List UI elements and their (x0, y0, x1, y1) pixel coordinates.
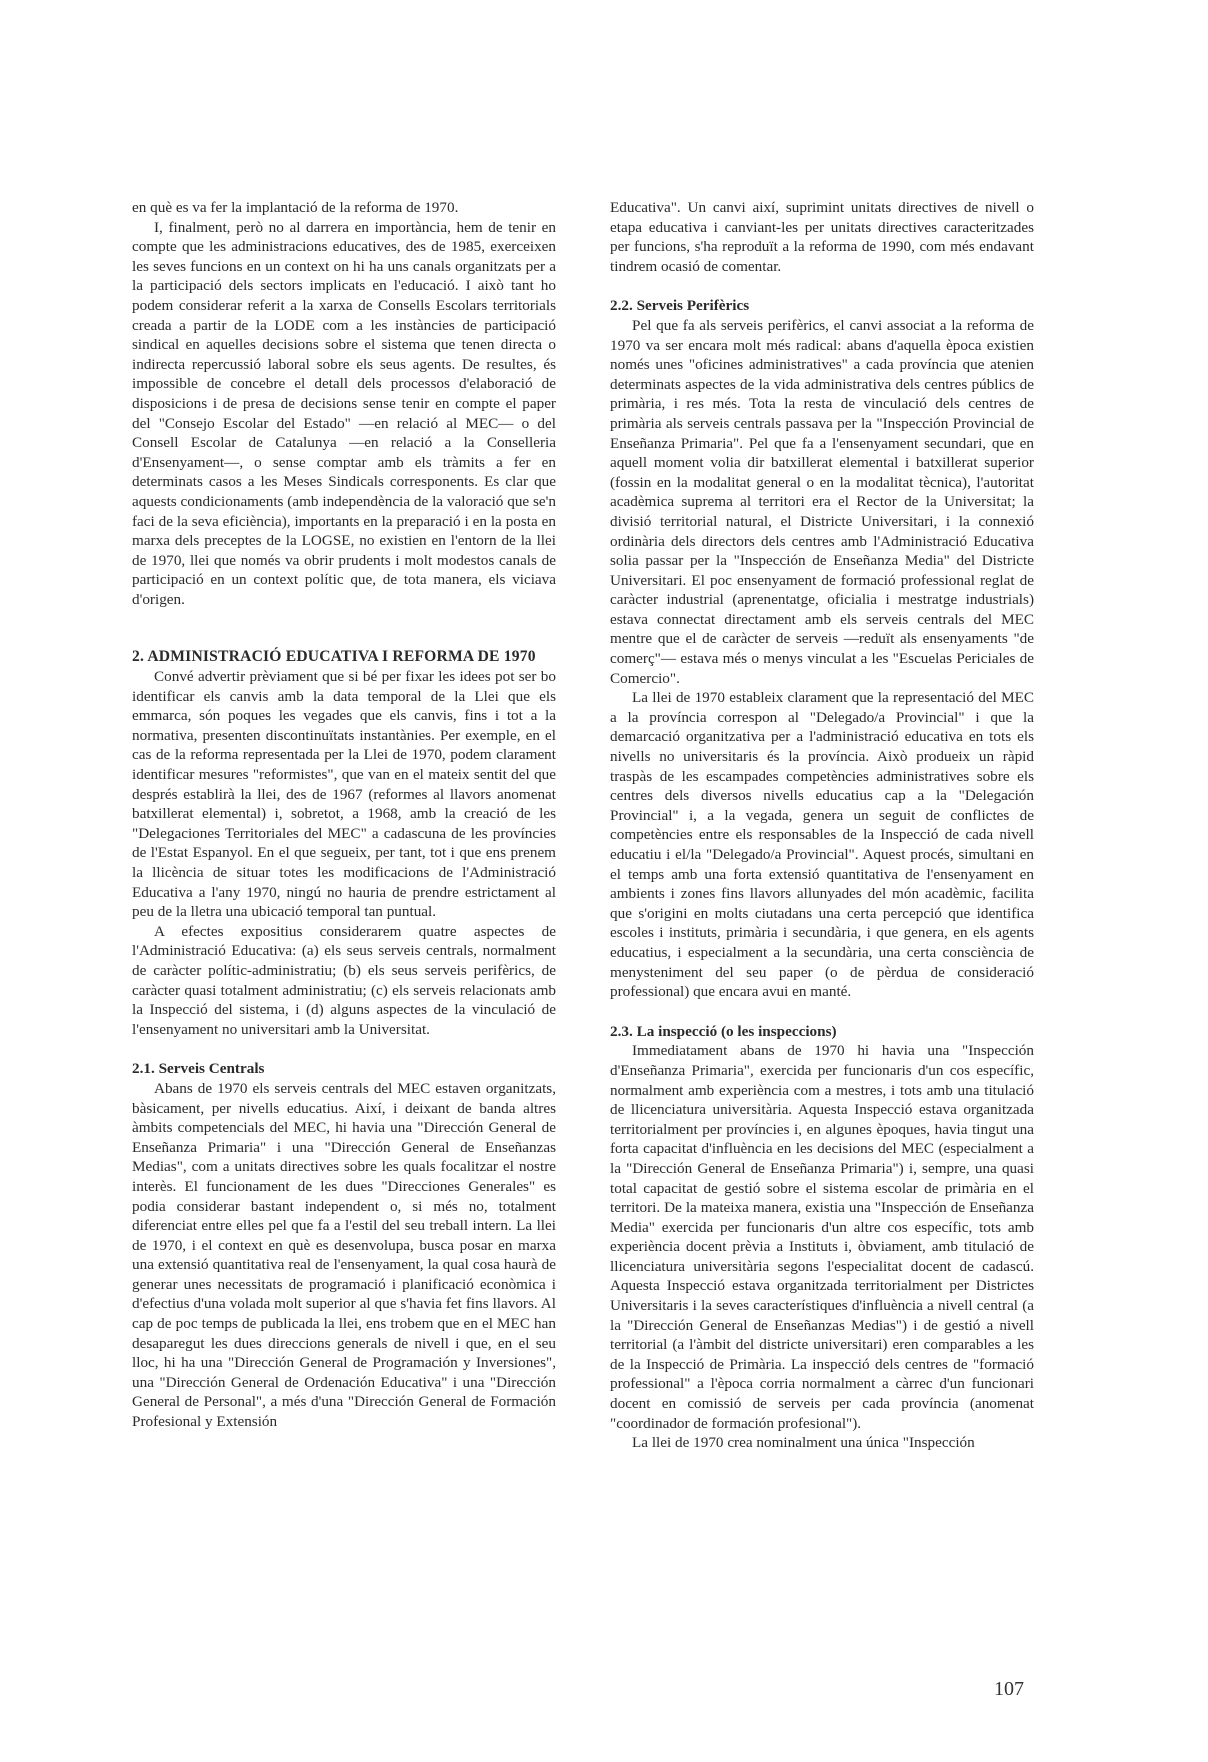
paragraph: La llei de 1970 crea nominalment una única "Inspección (632, 1434, 975, 1452)
paragraph: Convé advertir prèviament que si bé per fixar les idees pot ser bo identificar els canvis amb la data temporal de la Llei que els emmarca, són poques les vegades que els canvis, fins i tot a la normativa, presenten discontinuïtats instantànies. Per exemple, en el cas de la reforma representada per la Llei de 1970, podem clarament identificar mesures "reformistes", que van en el mateix sentit del que després establirà la llei, des de 1967 (reformes al llavors anomenat batxillerat elemental) i, sobretot, a 1968, amb la creació de les "Delegaciones Territoriales del MEC" a cadascuna de les províncies de l'Estat Espanyol. En el que segueix, per tant, tot i que ens prenem la llicència de situar totes les modificacions de l'Administració Educativa a l'any 1970, ningú no hauria de prendre estrictament al peu de la lletra una ubicació temporal tan puntual. (132, 668, 556, 921)
page-number: 107 (994, 1678, 1024, 1700)
paragraph: La llei de 1970 estableix clarament que la representació del MEC a la província correspon al "Delegado/a Provincial" i que la demarcació organitzativa per a l'administració educativa en tots els nivells no universitaris és la província. Això produeix un ràpid traspàs de les escampades competències administratives sobre els centres dels diversos nivells educatius cap a la "Delegación Provincial" i, a la vegada, genera un seguit de conflictes de competències entre els responsables de la Inspecció de cada nivell educatiu i el/la "Delegado/a Provincial". Aquest procés, simultani en el temps amb una forta extensió quantitativa de l'ensenyament en ambients i zones fins llavors allunyades del món acadèmic, facilita que s'origini en molts ciutadans una certa percepció que identifica escoles i instituts, primària i secundària, i que genera, en els agents educatius, i especialment a la secundària, una certa consciència de menysteniment del seu paper (o de pèrdua de consideració professional) que encara avui en manté. (610, 689, 1034, 1001)
paragraph: I, finalment, però no al darrera en importància, hem de tenir en compte que les administracions educatives, des de 1985, exerceixen les seves funcions en un context on hi ha uns canals organitzats per a la participació dels sectors implicats en l'educació. I això tant ho podem considerar referit a la xarxa de Consells Escolars territorials creada a partir de la LODE com a les instàncies de participació sindical en aquelles decisions sobre el sistema que tenen directa o indirecta repercussió laboral sobre els seus agents. De resultes, és impossible de concebre el detall dels processos d'elaboració de disposicions i de presa de decisions sense tenir en compte el paper del "Consejo Escolar del Estado" —en relació al MEC— o del Consell Escolar de Catalunya —en relació a la Conselleria d'Ensenyament—, o sense comptar amb els tràmits a fer en determinats casos a les Meses Sindicals corresponents. Es clar que aquests condicionaments (amb independència de la valoració que se'n faci de la seva eficiència), importants en la preparació i en la posta en marxa dels preceptes de la LOGSE, no existien en l'entorn de la llei de 1970, llei que només va obrir prudents i molt modestos canals de participació en un context polític que, de tota manera, els viciava d'origen. (132, 218, 556, 608)
subsection-heading-2-1: 2.1. Serveis Centrals (132, 1060, 265, 1078)
paragraph: Abans de 1970 els serveis centrals del MEC estaven organitzats, bàsicament, per nivells educatius. Així, i deixant de banda altres àmbits competencials del MEC, hi havia una "Dirección General de Enseñanza Primaria" i una "Dirección General de Enseñanzas Medias", com a unitats directives sobre les quals focalitzar el nostre interès. El funcionament de les dues "Direcciones Generales" es podia considerar bastant independent o, si més no, totalment diferenciat entre elles pel que fa a l'estil del seu treball intern. La llei de 1970, i el context en què es desenvolupa, busca posar en marxa una extensió quantitativa real de l'ensenyament, la qual cosa haurà de generar unes necessitats de programació i planificació econòmica i d'efectius d'una volada molt superior al que s'havia fet fins llavors. Al cap de poc temps de publicada la llei, ens trobem que en el MEC han desaparegut les dues direccions generals de nivell i que, en el seu lloc, hi ha una "Dirección General de Programación y Inversiones", una "Dirección General de Ordenación Educativa" i una "Dirección General de Personal", a més d'una "Dirección General de Formación Profesional y Extensión (132, 1079, 556, 1431)
paragraph: Pel que fa als serveis perifèrics, el canvi associat a la reforma de 1970 va ser encara molt més radical: abans d'aquella època existien només unes "oficines administratives" a cada província que atenien determinats aspectes de la vida administrativa dels centres públics de primària, i res més. Tota la resta de vinculació dels centres de primària als serveis centrals passava per la "Inspección Provincial de Enseñanza Primaria". Pel que fa a l'ensenyament secundari, que en aquell moment volia dir batxillerat elemental i batxillerat superior (fossin en la modalitat general o en la modalitat tècnica), l'autoritat acadèmica suprema al territori era el Rector de la Universitat; la divisió territorial natural, el Districte Universitari, i la connexió ordinària dels directors dels centres amb l'Administració Educativa solia passar per la "Inspección de Enseñanza Media" del Districte Universitari. El poc ensenyament de formació professional reglat de caràcter industrial (aprenentatge, oficialia i mestratge industrials) estava connectat directament amb els serveis centrals del MEC mentre que el de caràcter de serveis —reduït als ensenyaments "de comerç"— estava més o menys vinculat a les "Escuelas Periciales de Comercio". (610, 316, 1034, 687)
subsection-heading-2-2: 2.2. Serveis Perifèrics (610, 297, 750, 315)
paragraph: A efectes expositius considerarem quatre aspectes de l'Administració Educativa: (a) els seus serveis centrals, normalment de caràcter polític-administratiu; (b) els seus serveis perifèrics, de caràcter quasi totalment administratiu; (c) els serveis relacionats amb la Inspecció del sistema, i (d) alguns aspectes de la vinculació de l'ensenyament no universitari amb la Universitat. (132, 922, 556, 1038)
left-column (132, 198, 556, 1432)
paragraph: en què es va fer la implantació de la reforma de 1970. (132, 199, 459, 216)
subsection-heading-2-3: 2.3. La inspecció (o les inspeccions) (610, 1022, 837, 1040)
section-heading-2: 2. ADMINISTRACIÓ EDUCATIVA I REFORMA DE 1970 (132, 648, 536, 666)
right-column (610, 198, 1034, 1453)
paragraph: Immediatament abans de 1970 hi havia una "Inspección d'Enseñanza Primaria", exercida per funcionaris d'un cos específic, normalment amb experiència com a mestres, i tots amb una titulació de llicenciatura universitària. Aquesta Inspecció estava organitzada territorialment per províncies i, en algunes èpoques, havia tingut una forta capacitat d'influència en les decisions del MEC (especialment a la "Dirección General de Enseñanza Primaria") i, sempre, una quasi total capacitat de gestió sobre el sistema escolar de primària en el territori. De la mateixa manera, existia una "Inspección de Enseñanza Media" exercida per funcionaris d'un altre cos específic, tots amb experiència docent prèvia a Instituts i, òbviament, amb titulació de llicenciatura universitària segons l'especialitat docent de cadascú. Aquesta Inspecció estava organitzada territorialment per Districtes Universitaris i la seves característiques d'influència a nivell central (a la "Dirección General de Enseñanzas Medias") i de gestió a nivell territorial (a l'àmbit del districte universitari) eren comparables a les de la Inspecció de Primària. La inspecció dels centres de "formació professional" a l'època corria normalment a càrrec d'un funcionari docent en comissió de serveis per cada província (anomenat "coordinador de formación profesional"). (610, 1042, 1034, 1432)
paragraph: Educativa". Un canvi així, suprimint unitats directives de nivell o etapa educativa i canviant-les per unitats directives caracteritzades per funcions, s'ha reproduït a la reforma de 1990, com més endavant tindrem ocasió de comentar. (610, 199, 1034, 275)
